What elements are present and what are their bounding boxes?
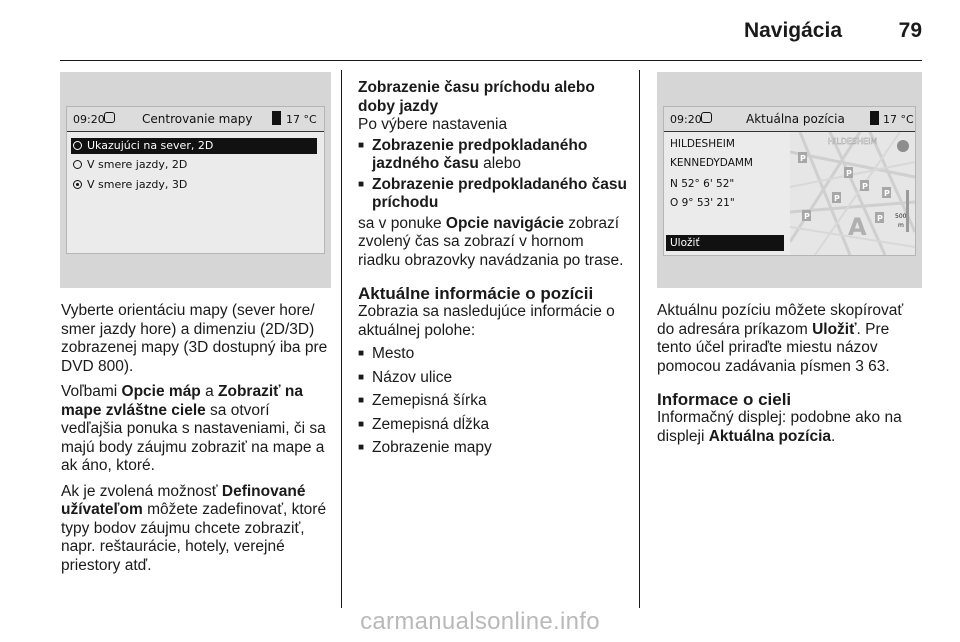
- position-screen: [663, 106, 916, 256]
- screen-time: 09:20: [73, 113, 105, 126]
- paragraph-intro: Po výbere nastavenia: [358, 116, 508, 133]
- screen-status-bar: [67, 107, 324, 131]
- term-map-options: Opcie máp: [121, 383, 201, 400]
- orientation-screen: [66, 106, 325, 254]
- poi-marker-label: P: [800, 154, 806, 163]
- column-2: [358, 79, 630, 458]
- map-graphic: [790, 132, 915, 255]
- position-city: HILDESHEIM: [670, 138, 735, 150]
- term-show-poi: Zobraziť na mape zvláštne ciele: [61, 383, 303, 419]
- option-heading-up-2d[interactable]: [71, 157, 267, 173]
- radio-checked-icon: [73, 180, 82, 189]
- position-info-list: [358, 345, 630, 458]
- screen-title: Aktuálna pozícia: [746, 112, 845, 126]
- paragraph-destination-info: Informačný displej: podobne ako na displeji Aktuálna pozícia.: [657, 409, 902, 445]
- setting-list: [358, 137, 630, 213]
- term-nav-options: Opcie navigácie: [445, 214, 564, 232]
- paragraph-user-defined: Ak je zvolená možnosť Definované užívateľom môžete zadefinovať, ktoré typy bodov záujmu chcete zobraziť, napr. reštaurácie, hotely, verejné priestory atď.: [61, 482, 327, 574]
- list-item: ■ Zobrazenie mapy: [358, 439, 630, 458]
- option-heading-up-3d[interactable]: [71, 177, 267, 193]
- column-divider-1: [341, 70, 342, 608]
- poi-marker-label: P: [804, 212, 810, 221]
- thermometer-icon: [272, 111, 281, 125]
- paragraph-orientation: Vyberte orientáciu mapy (sever hore/ smer jazdy hore) a dimenziu (2D/3D) zobrazenej mapy (3D dostupný iba pre DVD 800).: [61, 302, 328, 375]
- list-item: ■ Zemepisná šírka: [358, 392, 630, 411]
- poi-marker-label: P: [877, 214, 883, 223]
- paragraph-nav-options: sa v ponuke Opcie navigácie zobrazí zvolený čas sa zobrazí v hornom riadku obrazovky navádzania po trase.: [358, 214, 624, 269]
- paragraph-map-options: Voľbami Opcie máp a Zobraziť na mape zvláštne ciele sa otvorí vedľajšia ponuka s nastaveniami, či sa majú body záujmu zobraziť na mape a ak áno, ktoré.: [61, 383, 326, 474]
- list-item: ■ Mesto: [358, 345, 630, 364]
- heading-destination-info: Informace o cieli: [657, 390, 792, 409]
- poi-marker-label: P: [834, 194, 840, 203]
- nav-icon: [701, 112, 712, 123]
- map-position-letter: A: [848, 213, 867, 241]
- nav-icon: [104, 112, 115, 123]
- option-label: V smere jazdy, 2D: [87, 158, 188, 171]
- poi-marker-label: P: [862, 182, 868, 191]
- term-user-defined: Definované užívateľom: [61, 482, 306, 518]
- option-label: Ukazujúci na sever, 2D: [87, 139, 214, 152]
- column-divider-2: [639, 70, 640, 608]
- screen-divider: [67, 131, 324, 132]
- page-number: 79: [898, 19, 922, 42]
- option-label: V smere jazdy, 3D: [87, 178, 188, 191]
- term-current-position: Aktuálna pozícia: [708, 427, 832, 445]
- column-3: [657, 302, 922, 453]
- radio-icon: [73, 141, 82, 150]
- section-title: Navigácia: [743, 19, 842, 42]
- watermark: carmanualsonline.info: [360, 608, 600, 635]
- position-street: KENNEDYDAMM: [670, 157, 753, 169]
- radio-icon: [73, 160, 82, 169]
- position-latitude: N 52° 6' 52": [670, 178, 735, 190]
- poi-marker-label: P: [884, 189, 890, 198]
- list-item: ■ Zobrazenie predpokladaného jazdného času alebo: [358, 137, 630, 174]
- list-item: ■ Názov ulice: [358, 369, 630, 388]
- map-scale-unit: m: [898, 222, 904, 229]
- paragraph-save-position: Aktuálnu pozíciu môžete skopírovať do adresára príkazom Uložiť. Pre tento účel priraďte miestu názov pomocou zadávania písmen 3 63.: [657, 302, 904, 375]
- list-item: ■ Zemepisná dĺžka: [358, 416, 630, 435]
- header-rule: [60, 60, 922, 61]
- poi-marker-label: P: [846, 169, 852, 178]
- position-map[interactable]: [790, 132, 915, 255]
- paragraph-position-intro: Zobrazia sa nasledujúce informácie o aktuálnej polohe:: [358, 303, 615, 339]
- save-position-button[interactable]: Uložiť: [666, 235, 784, 251]
- orientation-screen-frame: [60, 72, 331, 288]
- screen-title: Centrovanie mapy: [142, 112, 253, 126]
- list-item: ■ Zobrazenie predpokladaného času príchodu: [358, 176, 630, 213]
- zoom-scale-bar: [906, 190, 909, 232]
- heading-current-position: Aktuálne informácie o pozícii: [358, 284, 594, 303]
- position-longitude: O 9° 53' 21": [670, 197, 735, 209]
- page-reference-arrow: 3: [855, 357, 864, 375]
- thermometer-icon: [870, 111, 879, 125]
- position-screen-frame: [657, 72, 922, 288]
- map-city-label: HILDESHEIM: [828, 137, 878, 146]
- compass-icon: [897, 140, 909, 152]
- heading-arrival-time: Zobrazenie času príchodu alebo doby jazdy: [358, 79, 595, 115]
- screen-status-bar: [664, 107, 915, 131]
- option-north-up-2d[interactable]: [71, 138, 317, 154]
- map-scale-value: 500: [895, 213, 907, 220]
- screen-temperature: 17 °C: [883, 113, 914, 126]
- page-header: [0, 0, 960, 62]
- term-save: Uložiť: [812, 320, 857, 338]
- screen-temperature: 17 °C: [286, 113, 317, 126]
- column-1: [61, 302, 329, 582]
- screen-time: 09:20: [670, 113, 702, 126]
